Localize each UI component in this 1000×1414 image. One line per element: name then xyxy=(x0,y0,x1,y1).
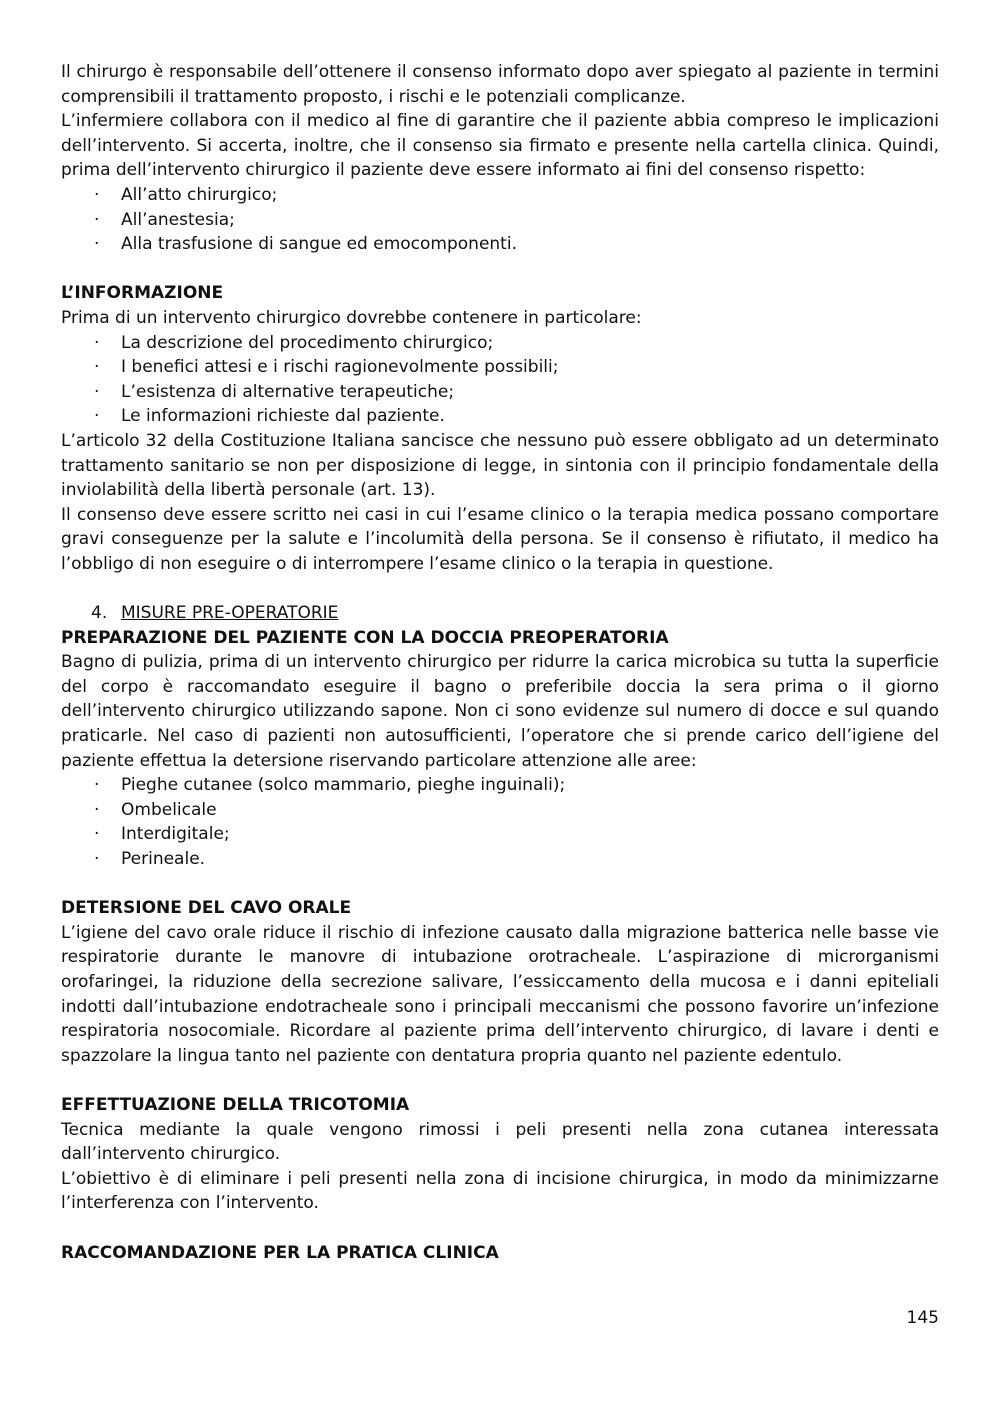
paragraph: L’infermiere collabora con il medico al fine di garantire che il paziente abbia compreso le implicazioni dell’intervento. Si accerta, inoltre, che il consenso sia firmato e presente nella cartella clinica. Quindi, prima dell’intervento chirurgico il paziente deve essere informato ai fini del consenso rispetto: xyxy=(61,111,939,181)
section-heading: EFFETTUAZIONE DELLA TRICOTOMIA xyxy=(61,1094,410,1115)
section-number: 4. xyxy=(91,603,108,624)
page-number: 145 xyxy=(906,1308,939,1328)
spacer xyxy=(61,257,939,282)
bullet-list xyxy=(61,773,939,871)
list-item-text: Interdigitale; xyxy=(121,824,230,845)
page-content xyxy=(61,60,939,1265)
paragraph: Tecnica mediante la quale vengono rimossi i peli presenti nella zona cutanea interessata dall’intervento chirurgico. xyxy=(61,1119,939,1165)
paragraph: L’obiettivo è di eliminare i peli presenti nella zona di incisione chirurgica, in modo da minimizzarne l’interferenza con l’intervento. xyxy=(61,1168,939,1214)
list-item xyxy=(61,208,939,233)
bullet-icon: · xyxy=(94,357,100,378)
list-item xyxy=(61,847,939,872)
list-item-text: Perineale. xyxy=(121,849,206,869)
list-item xyxy=(61,232,939,257)
section-title: MISURE PRE-OPERATORIE xyxy=(121,603,339,624)
list-item-text: I benefici attesi e i rischi ragionevolmente possibili; xyxy=(121,357,559,378)
paragraph: L’igiene del cavo orale riduce il rischio di infezione causato dalla migrazione batterica nelle basse vie respiratorie durante le manovre di intubazione orotracheale. L’aspirazione di microrganismi orofaringei, la riduzione della secrezione salivare, l’essiccamento della mucosa e i danni epiteliali indotti dall’intubazione endotracheale sono i principali meccanismi che possono favorire un’infezione respiratoria nosocomiale. Ricordare al paziente prima dell’intervento chirurgico, di lavare i denti e spazzolare la lingua tanto nel paziente con dentatura propria quanto nel paziente edentulo. xyxy=(61,922,939,1066)
section-heading: RACCOMANDAZIONE PER LA PRATICA CLINICA xyxy=(61,1242,499,1263)
paragraph: L’articolo 32 della Costituzione Italiana sancisce che nessuno può essere obbligato ad un determinato trattamento sanitario se non per disposizione di legge, in sintonia con il principio fondamentale della inviolabilità della libertà personale (art. 13). xyxy=(61,430,939,501)
list-item-text: Pieghe cutanee (solco mammario, pieghe inguinali); xyxy=(121,775,566,796)
list-item xyxy=(61,822,939,847)
list-item-text: La descrizione del procedimento chirurgico; xyxy=(121,332,494,353)
paragraph: Prima di un intervento chirurgico dovrebbe contenere in particolare: xyxy=(61,307,642,328)
bullet-icon: · xyxy=(94,824,100,845)
list-item-text: Le informazioni richieste dal paziente. xyxy=(121,406,445,427)
list-item-text: Ombelicale xyxy=(121,799,217,820)
bullet-icon: · xyxy=(94,775,100,796)
list-item xyxy=(61,380,939,405)
bullet-list xyxy=(61,183,939,257)
numbered-section-title xyxy=(61,601,939,626)
spacer xyxy=(61,872,939,897)
bullet-icon: · xyxy=(94,381,100,402)
section-heading: L’INFORMAZIONE xyxy=(61,283,224,304)
bullet-icon: · xyxy=(94,849,100,869)
spacer xyxy=(61,1068,939,1093)
section-heading: PREPARAZIONE DEL PAZIENTE CON LA DOCCIA PREOPERATORIA xyxy=(61,627,669,648)
list-item-text: Alla trasfusione di sangue ed emocomponenti. xyxy=(121,234,517,255)
list-item-text: All’anestesia; xyxy=(121,209,235,230)
list-item xyxy=(61,183,939,208)
list-item xyxy=(61,404,939,429)
list-item xyxy=(61,355,939,380)
paragraph: Il consenso deve essere scritto nei casi in cui l’esame clinico o la terapia medica possano comportare gravi conseguenze per la salute e l’incolumità della persona. Se il consenso è rifiutato, il medico ha l’obbligo di non eseguire o di interrompere l’esame clinico o la terapia in questione. xyxy=(61,504,939,574)
bullet-icon: · xyxy=(94,209,100,230)
list-item-text: L’esistenza di alternative terapeutiche; xyxy=(121,381,455,402)
list-item xyxy=(61,773,939,798)
list-item-text: All’atto chirurgico; xyxy=(121,184,278,205)
bullet-icon: · xyxy=(94,406,100,427)
bullet-icon: · xyxy=(94,332,100,353)
bullet-icon: · xyxy=(94,799,100,820)
bullet-icon: · xyxy=(94,184,100,205)
spacer xyxy=(61,1216,939,1241)
paragraph: Bagno di pulizia, prima di un intervento chirurgico per ridurre la carica microbica su tutta la superficie del corpo è raccomandato eseguire il bagno o preferibile doccia la sera prima o il giorno dell’intervento chirurgico utilizzando sapone. Non ci sono evidenze sul numero di docce e sul quando praticarle. Nel caso di pazienti non autosufficienti, l’operatore che si prende carico dell’igiene del paziente effettua la detersione riservando particolare attenzione alle aree: xyxy=(61,652,939,771)
list-item xyxy=(61,798,939,823)
bullet-list xyxy=(61,331,939,429)
spacer xyxy=(61,576,939,601)
bullet-icon: · xyxy=(94,234,100,255)
list-item xyxy=(61,331,939,356)
paragraph: Il chirurgo è responsabile dell’ottenere il consenso informato dopo aver spiegato al paziente in termini comprensibili il trattamento proposto, i rischi e le potenziali complicanze. xyxy=(61,62,939,107)
section-heading: DETERSIONE DEL CAVO ORALE xyxy=(61,898,352,919)
